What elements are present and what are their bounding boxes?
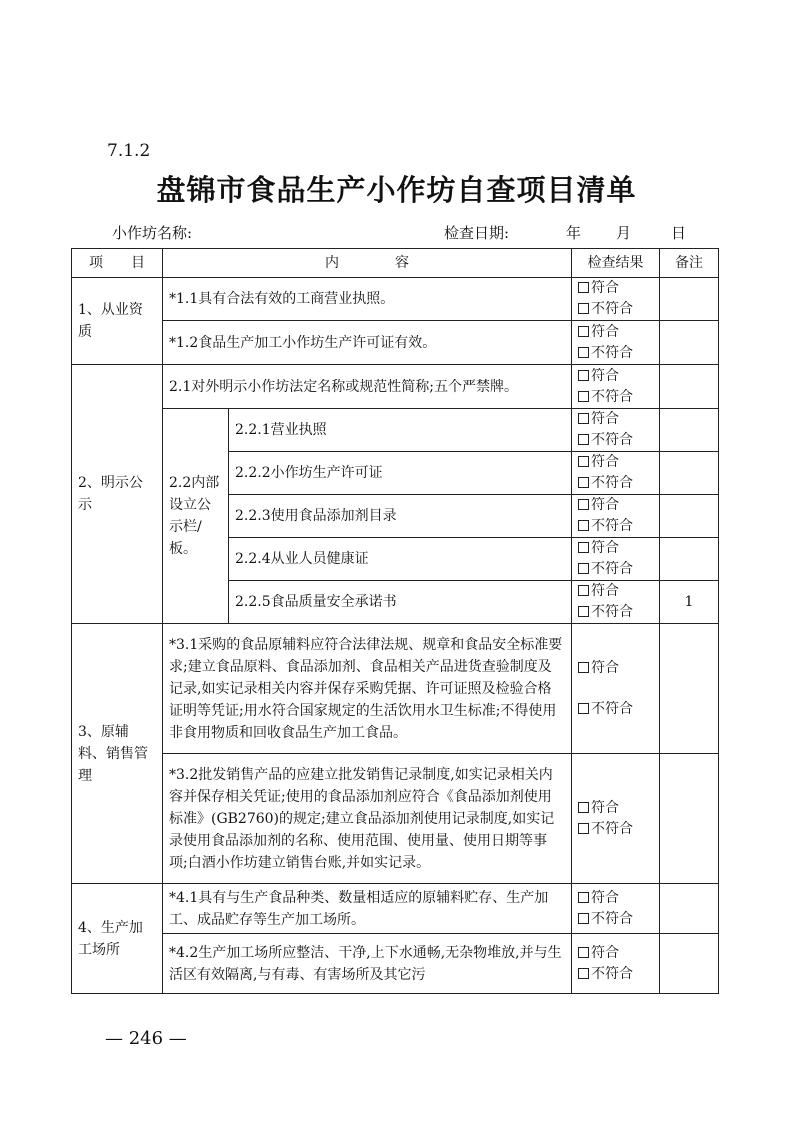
result-cell (572, 754, 660, 884)
checkbox-icon[interactable] (578, 456, 589, 467)
option-yes[interactable]: 符合 (578, 581, 653, 602)
content-cell: *4.1具有与生产食品种类、数量相适应的原辅料贮存、生产加工、成品贮存等生产加工场所。 (163, 884, 572, 934)
month-label: 月 (616, 224, 632, 242)
note-cell (660, 754, 719, 884)
checklist-table (71, 248, 719, 994)
content-cell: *1.1具有合法有效的工商营业执照。 (163, 278, 572, 321)
checkbox-icon[interactable] (578, 477, 589, 488)
page-number: — 246 — (105, 1028, 187, 1049)
table-row (72, 321, 719, 365)
category-cell: 4、生产加工场所 (72, 884, 163, 994)
result-cell (572, 452, 660, 495)
content-cell: 2.2.2小作坊生产许可证 (229, 452, 572, 495)
note-cell (660, 495, 719, 538)
option-yes[interactable]: 符合 (578, 943, 653, 964)
option-no[interactable]: 不符合 (578, 473, 653, 494)
table-row (72, 278, 719, 321)
note-cell (660, 624, 719, 754)
header-item: 项 目 (72, 249, 163, 278)
category-cell: 2、明示公示 (72, 365, 163, 624)
page-title: 盘锦市食品生产小作坊自查项目清单 (156, 173, 637, 207)
option-yes[interactable]: 符合 (578, 538, 653, 559)
result-cell (572, 624, 660, 754)
note-cell (660, 538, 719, 581)
option-yes[interactable]: 符合 (578, 452, 653, 473)
checkbox-icon[interactable] (578, 823, 589, 834)
checkbox-icon[interactable] (578, 968, 589, 979)
content-cell: *1.2食品生产加工小作坊生产许可证有效。 (163, 321, 572, 365)
result-cell (572, 321, 660, 365)
option-no[interactable]: 不符合 (578, 516, 653, 537)
header-note: 备注 (660, 249, 719, 278)
note-cell (660, 452, 719, 495)
checkbox-icon[interactable] (578, 282, 589, 293)
option-no[interactable]: 不符合 (578, 559, 653, 580)
content-cell: 2.2.1营业执照 (229, 409, 572, 452)
content-cell: 2.2.3使用食品添加剂目录 (229, 495, 572, 538)
option-no[interactable]: 不符合 (578, 343, 653, 364)
table-row (72, 365, 719, 409)
note-cell (660, 278, 719, 321)
checkbox-icon[interactable] (578, 391, 589, 402)
table-row (72, 409, 719, 452)
checkbox-icon[interactable] (578, 303, 589, 314)
category-cell: 1、从业资质 (72, 278, 163, 365)
checkbox-icon[interactable] (578, 520, 589, 531)
result-cell (572, 934, 660, 994)
result-cell (572, 538, 660, 581)
option-no[interactable]: 不符合 (578, 299, 653, 320)
table-row (72, 754, 719, 884)
header-content: 内 容 (163, 249, 572, 278)
note-cell (660, 321, 719, 365)
option-no[interactable]: 不符合 (578, 387, 653, 408)
checkbox-icon[interactable] (578, 947, 589, 958)
option-no[interactable]: 不符合 (578, 819, 653, 840)
workshop-name-label: 小作坊名称: (112, 224, 193, 242)
content-cell: *4.2生产加工场所应整洁、干净,上下水通畅,无杂物堆放,并与生活区有效隔离,与有毒、有害场所及其它污 (163, 934, 572, 994)
content-cell: *3.2批发销售产品的应建立批发销售记录制度,如实记录相关内容并保存相关凭证;使用的食品添加剂应符合《食品添加剂使用标准》(GB2760)的规定;建立食品添加剂使用记录制度,如实记录使用食品添加剂的名称、使用范围、使用量、使用日期等事项;白酒小作坊建立销售台账,并如实记录。 (163, 754, 572, 884)
result-cell (572, 495, 660, 538)
table-row (72, 884, 719, 934)
option-yes[interactable]: 符合 (578, 409, 653, 430)
checkbox-icon[interactable] (578, 892, 589, 903)
option-no[interactable]: 不符合 (578, 699, 653, 720)
result-cell (572, 409, 660, 452)
content-cell: *3.1采购的食品原辅料应符合法律法规、规章和食品安全标准要求;建立食品原料、食品添加剂、食品相关产品进货查验制度及记录,如实记录相关内容并保存采购凭据、许可证照及检验合格证明等凭证;用水符合国家规定的生活饮用水卫生标准;不得使用非食用物质和回收食品生产加工食品。 (163, 624, 572, 754)
checkbox-icon[interactable] (578, 413, 589, 424)
option-no[interactable]: 不符合 (578, 430, 653, 451)
option-yes[interactable]: 符合 (578, 366, 653, 387)
checkbox-icon[interactable] (578, 563, 589, 574)
note-cell (660, 934, 719, 994)
result-cell (572, 278, 660, 321)
note-cell (660, 365, 719, 409)
result-cell (572, 581, 660, 624)
option-yes[interactable]: 符合 (578, 322, 653, 343)
checkbox-icon[interactable] (578, 499, 589, 510)
result-cell (572, 365, 660, 409)
checkbox-icon[interactable] (578, 703, 589, 714)
checkbox-icon[interactable] (578, 347, 589, 358)
option-yes[interactable]: 符合 (578, 798, 653, 819)
content-cell: 2.2.5食品质量安全承诺书 (229, 581, 572, 624)
checkbox-icon[interactable] (578, 606, 589, 617)
result-cell (572, 884, 660, 934)
note-cell (660, 409, 719, 452)
checkbox-icon[interactable] (578, 913, 589, 924)
option-yes[interactable]: 符合 (578, 495, 653, 516)
header-result: 检查结果 (572, 249, 660, 278)
content-cell: 2.1对外明示小作坊法定名称或规范性简称;五个严禁牌。 (163, 365, 572, 409)
check-date-label: 检查日期: (444, 224, 510, 242)
checkbox-icon[interactable] (578, 434, 589, 445)
option-no[interactable]: 不符合 (578, 909, 653, 930)
option-no[interactable]: 不符合 (578, 602, 653, 623)
checkbox-icon[interactable] (578, 802, 589, 813)
checkbox-icon[interactable] (578, 542, 589, 553)
section-number: 7.1.2 (107, 141, 151, 161)
year-label: 年 (566, 224, 582, 242)
check-date-row (444, 222, 694, 243)
note-cell (660, 884, 719, 934)
option-yes[interactable]: 符合 (578, 278, 653, 299)
checkbox-icon[interactable] (578, 326, 589, 337)
table-row (72, 934, 719, 994)
option-yes[interactable]: 符合 (578, 658, 653, 679)
option-no[interactable]: 不符合 (578, 964, 653, 985)
table-header-row (72, 249, 719, 278)
table-row (72, 624, 719, 754)
content-cell: 2.2.4从业人员健康证 (229, 538, 572, 581)
subcategory-cell: 2.2内部设立公示栏/板。 (163, 409, 229, 624)
checkbox-icon[interactable] (578, 585, 589, 596)
category-cell: 3、原辅料、销售管理 (72, 624, 163, 884)
checkbox-icon[interactable] (578, 370, 589, 381)
day-label: 日 (671, 224, 687, 242)
note-cell: 1 (660, 581, 719, 624)
checkbox-icon[interactable] (578, 662, 589, 673)
option-yes[interactable]: 符合 (578, 888, 653, 909)
